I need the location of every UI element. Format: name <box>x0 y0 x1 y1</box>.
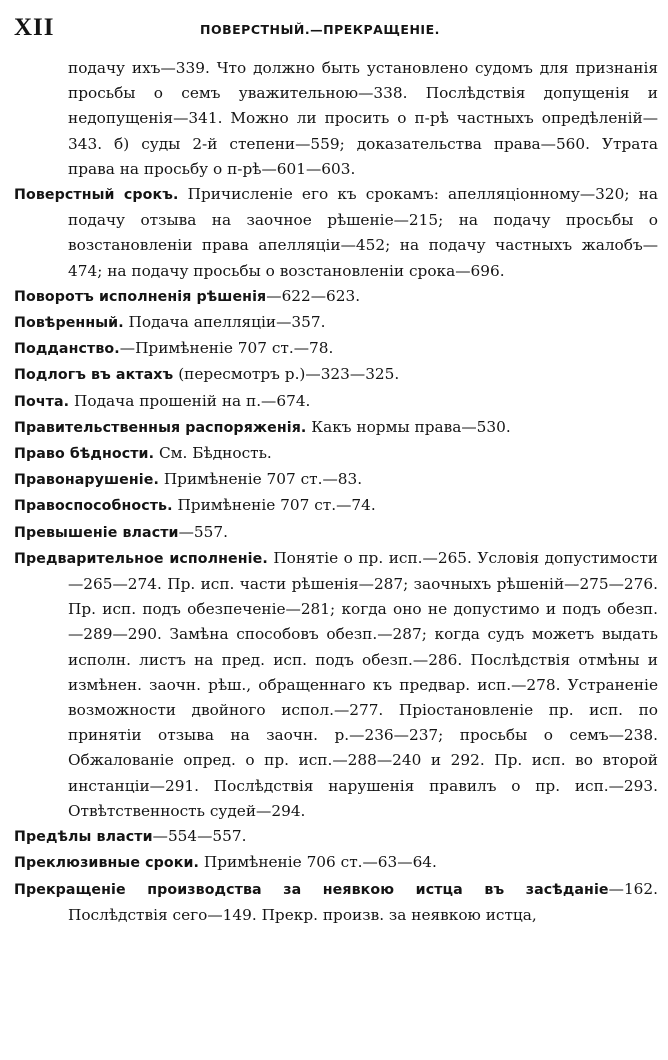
entry-text: —162. Послѣдствія сего—149. Прекр. произв. за неявкою истца, <box>68 879 658 924</box>
index-entry <box>14 284 658 310</box>
entry-text: —622—623. <box>266 286 361 305</box>
index-entry <box>14 336 658 362</box>
entry-heading: Правительственныя распоряженія. <box>14 419 307 436</box>
running-title: ПОВЕРСТНЫЙ.—ПРЕКРАЩЕНІЕ. <box>200 22 440 37</box>
index-entry <box>14 389 658 415</box>
page-header <box>0 6 668 46</box>
index-entry <box>14 850 658 876</box>
entry-text: Подача апелляціи—357. <box>123 313 326 332</box>
entry-text: Причисленіе его къ срокамъ: апелляціонному—320; на подачу отзыва на заочное рѣшеніе—215; на подачу просьбы о возстановленіи права апелляціи—452; на подачу частныхъ жалобъ—474; на подачу просьбы о возстановленіи срока—696. <box>68 185 659 280</box>
entry-text: подачу ихъ—339. Что должно быть установлено судомъ для признанія просьбы о семъ уважительною—338. Послѣдствія допущенія и недопущенія—341. Можно ли просить о п-рѣ частныхъ опредѣленій—343. б) суды 2-й степени—559; доказательства права—560. Утрата права на просьбу о п-рѣ—601—603. <box>68 59 658 178</box>
entry-text: (пересмотръ р.)—323—325. <box>173 365 400 384</box>
entry-heading: Прекращеніе производства за неявкою истца въ засѣданіе <box>14 881 609 898</box>
index-entry <box>14 493 658 519</box>
index-entry <box>14 877 658 928</box>
index-entries <box>14 56 658 928</box>
entry-heading: Повѣренный. <box>14 315 124 332</box>
entry-heading: Предварительное исполненіе. <box>14 550 268 567</box>
entry-text: Понятіе о пр. исп.—265. Условія допустимости—265—274. Пр. исп. части рѣшенія—287; заочныхъ рѣшеній—275—276. Пр. исп. подъ обезпеченіе—281; когда оно не допустимо и подъ обезп.—289—290. Замѣна способовъ обезп.—287; когда судъ можетъ выдать исполн. листъ на пред. исп. подъ обезп.—286. Послѣдствія отмѣны и измѣнен. заочн. рѣш., обращеннаго къ предвар. исп.—278. Устраненіе возможности двойного испол.—277. Пріостановленіе пр. исп. по принятіи отзыва на заочн. р.—236—237; просьбы о семъ—238. Обжалованіе опред. о пр. исп.—288—240 и 292. Пр. исп. во второй инстанціи—291. Послѣдствія нарушенія правилъ о пр. исп.—293. Отвѣтственность судей—294. <box>68 548 658 820</box>
entry-text: См. Бѣдность. <box>154 444 272 463</box>
page-number: XII <box>14 14 55 41</box>
entry-text: —557. <box>178 522 228 541</box>
entry-text: —554—557. <box>152 827 247 846</box>
entry-text: Примѣненіе 706 ст.—63—64. <box>199 853 437 872</box>
entry-heading: Поворотъ исполненія рѣшенія <box>14 288 267 305</box>
index-entry <box>14 467 658 493</box>
entry-heading: Подданство. <box>14 341 120 358</box>
entry-text: —Примѣненіе 707 ст.—78. <box>119 339 334 358</box>
entry-heading: Поверстный срокъ. <box>14 187 179 204</box>
index-entry <box>14 182 658 284</box>
entry-text: Какъ нормы права—530. <box>306 417 511 436</box>
entry-heading: Предѣлы власти <box>14 829 153 846</box>
index-entry <box>14 56 658 182</box>
index-entry <box>14 441 658 467</box>
entry-heading: Почта. <box>14 393 70 410</box>
index-entry <box>14 824 658 850</box>
entry-heading: Превышеніе власти <box>14 524 179 541</box>
entry-text: Примѣненіе 707 ст.—74. <box>172 496 376 515</box>
index-entry <box>14 546 658 824</box>
index-entry <box>14 415 658 441</box>
index-entry <box>14 520 658 546</box>
entry-text: Подача прошеній на п.—674. <box>69 391 311 410</box>
index-entry <box>14 310 658 336</box>
entry-heading: Преклюзивные сроки. <box>14 855 199 872</box>
entry-heading: Подлогъ въ актахъ <box>14 367 174 384</box>
entry-heading: Правонарушеніе. <box>14 472 159 489</box>
entry-text: Примѣненіе 707 ст.—83. <box>158 470 363 489</box>
entry-heading: Правоспособность. <box>14 498 173 515</box>
index-entry <box>14 362 658 388</box>
entry-heading: Право бѣдности. <box>14 446 155 463</box>
